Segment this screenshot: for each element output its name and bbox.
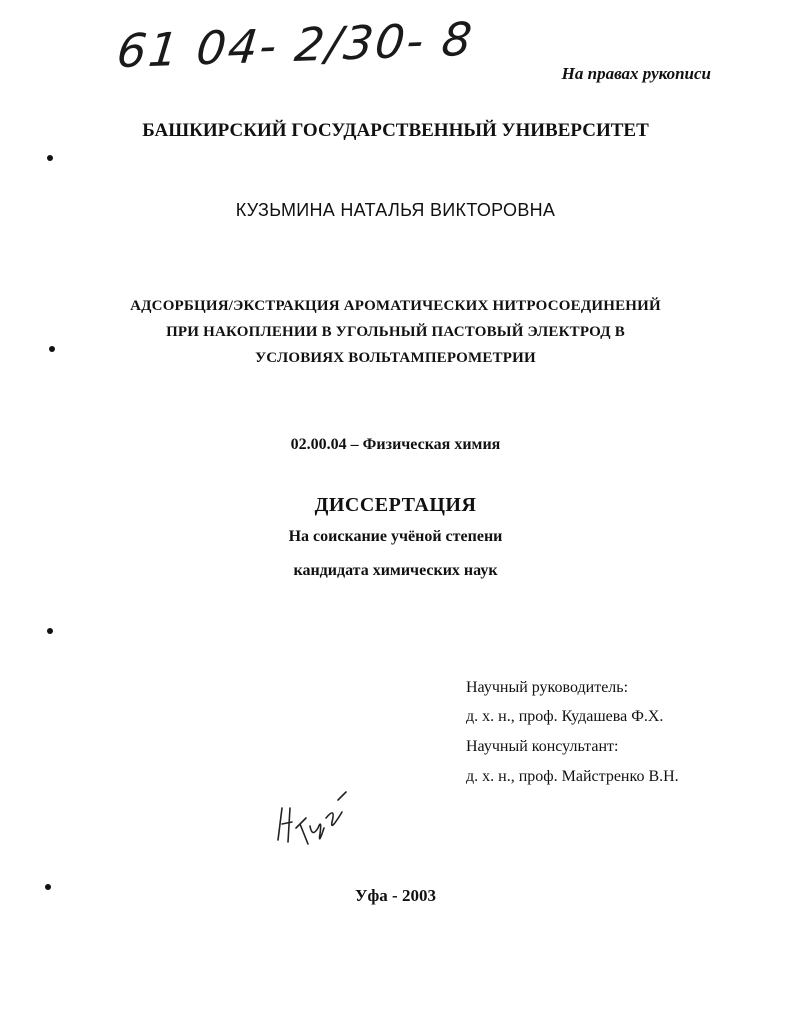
university-name: БАШКИРСКИЙ ГОСУДАРСТВЕННЫЙ УНИВЕРСИТЕТ [142,120,649,141]
consultant-name: д. х. н., проф. Майстренко В.Н. [466,768,679,785]
degree-line: На соискание учёной степени [288,528,503,545]
thesis-title-line: УСЛОВИЯХ ВОЛЬТАМПЕРОМЕТРИИ [255,350,536,366]
city-year: Уфа - 2003 [355,886,436,905]
margin-mark [47,628,53,634]
supervisor-name: д. х. н., проф. Кудашева Ф.Х. [466,708,664,725]
handwritten-archive-number: 61 04- 2/30- 8 [114,11,477,79]
author-name: КУЗЬМИНА НАТАЛЬЯ ВИКТОРОВНА [235,200,556,220]
consultant-label: Научный консультант: [466,738,619,755]
handwritten-signature [272,788,352,848]
specialty-code: 02.00.04 – Физическая химия [290,436,501,453]
supervisor-label: Научный руководитель: [466,679,629,696]
rights-note: На правах рукописи [561,64,711,83]
degree-line: кандидата химических наук [293,562,498,579]
margin-mark [47,155,53,161]
thesis-title-line: ПРИ НАКОПЛЕНИИ В УГОЛЬНЫЙ ПАСТОВЫЙ ЭЛЕКТРОД В [166,324,625,340]
thesis-title-line: АДСОРБЦИЯ/ЭКСТРАКЦИЯ АРОМАТИЧЕСКИХ НИТРОСОЕДИНЕНИЙ [130,298,661,314]
document-type: ДИССЕРТАЦИЯ [314,494,477,516]
